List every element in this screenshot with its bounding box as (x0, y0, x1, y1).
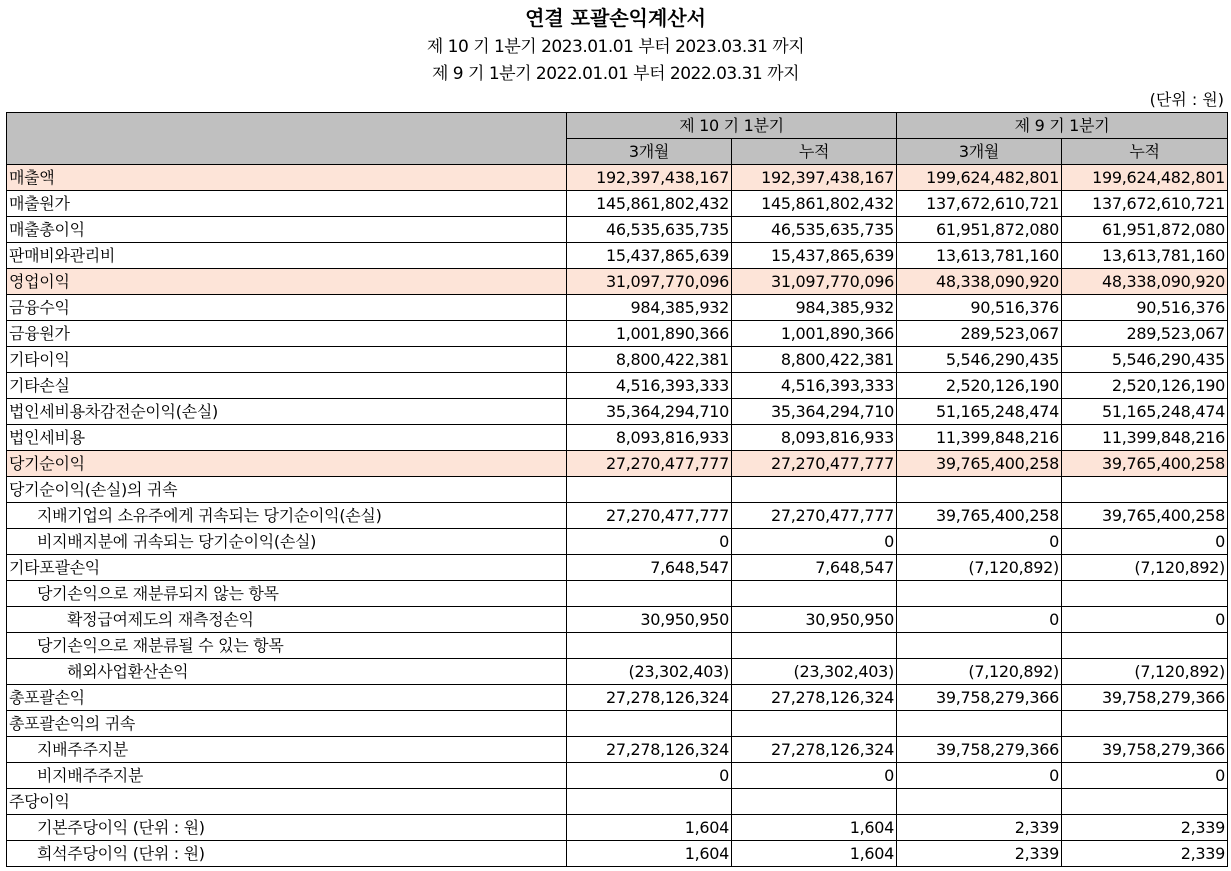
value-cell: 0 (732, 763, 897, 789)
row-label: 당기손익으로 재분류될 수 있는 항목 (7, 633, 567, 659)
table-row (7, 789, 1228, 815)
value-cell: 15,437,865,639 (567, 243, 732, 269)
label-header (7, 113, 567, 165)
value-cell: 7,648,547 (567, 555, 732, 581)
table-row (7, 399, 1228, 425)
group-header-row (7, 113, 1228, 139)
table-row (7, 555, 1228, 581)
value-cell: 27,278,126,324 (732, 737, 897, 763)
value-cell: 39,765,400,258 (897, 451, 1062, 477)
value-cell: 0 (1062, 529, 1228, 555)
row-label: 지배기업의 소유주에게 귀속되는 당기순이익(손실) (7, 503, 567, 529)
group-header-prior: 제 9 기 1분기 (897, 113, 1228, 139)
row-label: 해외사업환산손익 (7, 659, 567, 685)
row-label: 기본주당이익 (단위 : 원) (7, 815, 567, 841)
value-cell: 39,765,400,258 (1062, 503, 1228, 529)
value-cell (732, 789, 897, 815)
value-cell (897, 581, 1062, 607)
current-period: 제 10 기 1분기 2023.01.01 부터 2023.03.31 까지 (426, 37, 805, 57)
value-cell: (7,120,892) (897, 555, 1062, 581)
value-cell (1062, 633, 1228, 659)
table-row (7, 165, 1228, 191)
row-label: 매출총이익 (7, 217, 567, 243)
value-cell (897, 477, 1062, 503)
value-cell: 137,672,610,721 (1062, 191, 1228, 217)
value-cell: 2,339 (1062, 841, 1228, 867)
table-row (7, 737, 1228, 763)
value-cell: 0 (567, 529, 732, 555)
value-cell: 1,604 (732, 841, 897, 867)
table-row (7, 451, 1228, 477)
value-cell: 145,861,802,432 (567, 191, 732, 217)
row-label: 총포괄손익 (7, 685, 567, 711)
table-row (7, 347, 1228, 373)
table-row (7, 815, 1228, 841)
value-cell: 27,270,477,777 (732, 451, 897, 477)
prior-period: 제 9 기 1분기 2022.01.01 부터 2022.03.31 까지 (431, 64, 799, 84)
value-cell: 11,399,848,216 (1062, 425, 1228, 451)
table-row (7, 711, 1228, 737)
value-cell: 199,624,482,801 (897, 165, 1062, 191)
row-label: 비지배지분에 귀속되는 당기순이익(손실) (7, 529, 567, 555)
table-row (7, 477, 1228, 503)
value-cell: 0 (567, 763, 732, 789)
value-cell: 51,165,248,474 (1062, 399, 1228, 425)
row-label: 지배주주지분 (7, 737, 567, 763)
value-cell (567, 711, 732, 737)
table-row (7, 269, 1228, 295)
row-label: 당기순이익 (7, 451, 567, 477)
row-label: 확정급여제도의 재측정손익 (7, 607, 567, 633)
row-label: 당기손익으로 재분류되지 않는 항목 (7, 581, 567, 607)
value-cell: 51,165,248,474 (897, 399, 1062, 425)
value-cell: 289,523,067 (1062, 321, 1228, 347)
value-cell (1062, 581, 1228, 607)
value-cell: 1,604 (567, 841, 732, 867)
value-cell: (7,120,892) (897, 659, 1062, 685)
row-label: 기타포괄손익 (7, 555, 567, 581)
value-cell: 0 (1062, 607, 1228, 633)
table-row (7, 581, 1228, 607)
row-label: 당기순이익(손실)의 귀속 (7, 477, 567, 503)
table-row (7, 321, 1228, 347)
value-cell: 39,765,400,258 (1062, 451, 1228, 477)
row-label: 금융수익 (7, 295, 567, 321)
table-row (7, 373, 1228, 399)
table-row (7, 425, 1228, 451)
value-cell: 39,765,400,258 (897, 503, 1062, 529)
value-cell: 192,397,438,167 (732, 165, 897, 191)
value-cell: 8,800,422,381 (567, 347, 732, 373)
value-cell (1062, 711, 1228, 737)
value-cell (897, 711, 1062, 737)
sub-header: 누적 (732, 139, 897, 165)
value-cell: 15,437,865,639 (732, 243, 897, 269)
value-cell (1062, 789, 1228, 815)
row-label: 비지배주주지분 (7, 763, 567, 789)
row-label: 총포괄손익의 귀속 (7, 711, 567, 737)
value-cell: 61,951,872,080 (1062, 217, 1228, 243)
table-row (7, 841, 1228, 867)
table-row (7, 633, 1228, 659)
value-cell: 46,535,635,735 (732, 217, 897, 243)
value-cell: 35,364,294,710 (567, 399, 732, 425)
value-cell: 46,535,635,735 (567, 217, 732, 243)
value-cell: 27,270,477,777 (567, 451, 732, 477)
value-cell: 27,270,477,777 (732, 503, 897, 529)
value-cell: 1,604 (567, 815, 732, 841)
value-cell: (7,120,892) (1062, 659, 1228, 685)
value-cell: 27,278,126,324 (567, 737, 732, 763)
value-cell: 27,278,126,324 (732, 685, 897, 711)
table-row (7, 503, 1228, 529)
value-cell: 7,648,547 (732, 555, 897, 581)
value-cell: 39,758,279,366 (1062, 685, 1228, 711)
value-cell: 2,520,126,190 (1062, 373, 1228, 399)
value-cell: (7,120,892) (1062, 555, 1228, 581)
value-cell: 984,385,932 (567, 295, 732, 321)
unit-label: (단위 : 원) (1149, 90, 1224, 109)
table-row (7, 217, 1228, 243)
sub-header: 3개월 (897, 139, 1062, 165)
row-label: 법인세비용 (7, 425, 567, 451)
row-label: 법인세비용차감전순이익(손실) (7, 399, 567, 425)
value-cell: 0 (897, 763, 1062, 789)
value-cell: 1,604 (732, 815, 897, 841)
table-row (7, 243, 1228, 269)
value-cell: 31,097,770,096 (567, 269, 732, 295)
value-cell (567, 633, 732, 659)
row-label: 기타이익 (7, 347, 567, 373)
value-cell (567, 477, 732, 503)
value-cell: 13,613,781,160 (897, 243, 1062, 269)
value-cell: 1,001,890,366 (732, 321, 897, 347)
row-label: 기타손실 (7, 373, 567, 399)
value-cell: 8,093,816,933 (567, 425, 732, 451)
value-cell: 11,399,848,216 (897, 425, 1062, 451)
sub-header: 누적 (1062, 139, 1228, 165)
value-cell: 1,001,890,366 (567, 321, 732, 347)
value-cell: 2,339 (897, 815, 1062, 841)
value-cell (897, 633, 1062, 659)
value-cell: 984,385,932 (732, 295, 897, 321)
value-cell (732, 477, 897, 503)
value-cell: (23,302,403) (732, 659, 897, 685)
value-cell: 13,613,781,160 (1062, 243, 1228, 269)
value-cell: (23,302,403) (567, 659, 732, 685)
value-cell (567, 581, 732, 607)
value-cell: 8,800,422,381 (732, 347, 897, 373)
value-cell: 27,270,477,777 (567, 503, 732, 529)
value-cell: 90,516,376 (1062, 295, 1228, 321)
row-label: 금융원가 (7, 321, 567, 347)
value-cell (732, 581, 897, 607)
value-cell: 39,758,279,366 (897, 685, 1062, 711)
value-cell: 4,516,393,333 (732, 373, 897, 399)
value-cell (567, 789, 732, 815)
value-cell: 0 (732, 529, 897, 555)
row-label: 주당이익 (7, 789, 567, 815)
value-cell: 192,397,438,167 (567, 165, 732, 191)
sub-header: 3개월 (567, 139, 732, 165)
row-label: 매출원가 (7, 191, 567, 217)
value-cell: 31,097,770,096 (732, 269, 897, 295)
value-cell: 39,758,279,366 (897, 737, 1062, 763)
statement-title: 연결 포괄손익계산서 (525, 6, 706, 30)
value-cell: 2,339 (897, 841, 1062, 867)
value-cell: 48,338,090,920 (1062, 269, 1228, 295)
table-row (7, 607, 1228, 633)
value-cell: 35,364,294,710 (732, 399, 897, 425)
value-cell: 90,516,376 (897, 295, 1062, 321)
row-label: 희석주당이익 (단위 : 원) (7, 841, 567, 867)
row-label: 영업이익 (7, 269, 567, 295)
table-row (7, 529, 1228, 555)
table-row (7, 295, 1228, 321)
value-cell (732, 633, 897, 659)
value-cell: 199,624,482,801 (1062, 165, 1228, 191)
value-cell (897, 789, 1062, 815)
value-cell: 145,861,802,432 (732, 191, 897, 217)
value-cell: 39,758,279,366 (1062, 737, 1228, 763)
value-cell (1062, 477, 1228, 503)
table-row (7, 685, 1228, 711)
row-label: 매출액 (7, 165, 567, 191)
value-cell: 0 (897, 607, 1062, 633)
value-cell: 0 (1062, 763, 1228, 789)
value-cell: 48,338,090,920 (897, 269, 1062, 295)
value-cell: 30,950,950 (732, 607, 897, 633)
table-row (7, 659, 1228, 685)
value-cell: 289,523,067 (897, 321, 1062, 347)
value-cell: 8,093,816,933 (732, 425, 897, 451)
value-cell: 0 (897, 529, 1062, 555)
value-cell: 61,951,872,080 (897, 217, 1062, 243)
value-cell: 2,520,126,190 (897, 373, 1062, 399)
income-statement-table (6, 112, 1228, 867)
value-cell: 27,278,126,324 (567, 685, 732, 711)
value-cell: 4,516,393,333 (567, 373, 732, 399)
value-cell: 30,950,950 (567, 607, 732, 633)
value-cell: 137,672,610,721 (897, 191, 1062, 217)
table-row (7, 191, 1228, 217)
value-cell: 5,546,290,435 (1062, 347, 1228, 373)
table-row (7, 763, 1228, 789)
row-label: 판매비와관리비 (7, 243, 567, 269)
value-cell: 2,339 (1062, 815, 1228, 841)
group-header-current: 제 10 기 1분기 (567, 113, 897, 139)
value-cell (732, 711, 897, 737)
value-cell: 5,546,290,435 (897, 347, 1062, 373)
